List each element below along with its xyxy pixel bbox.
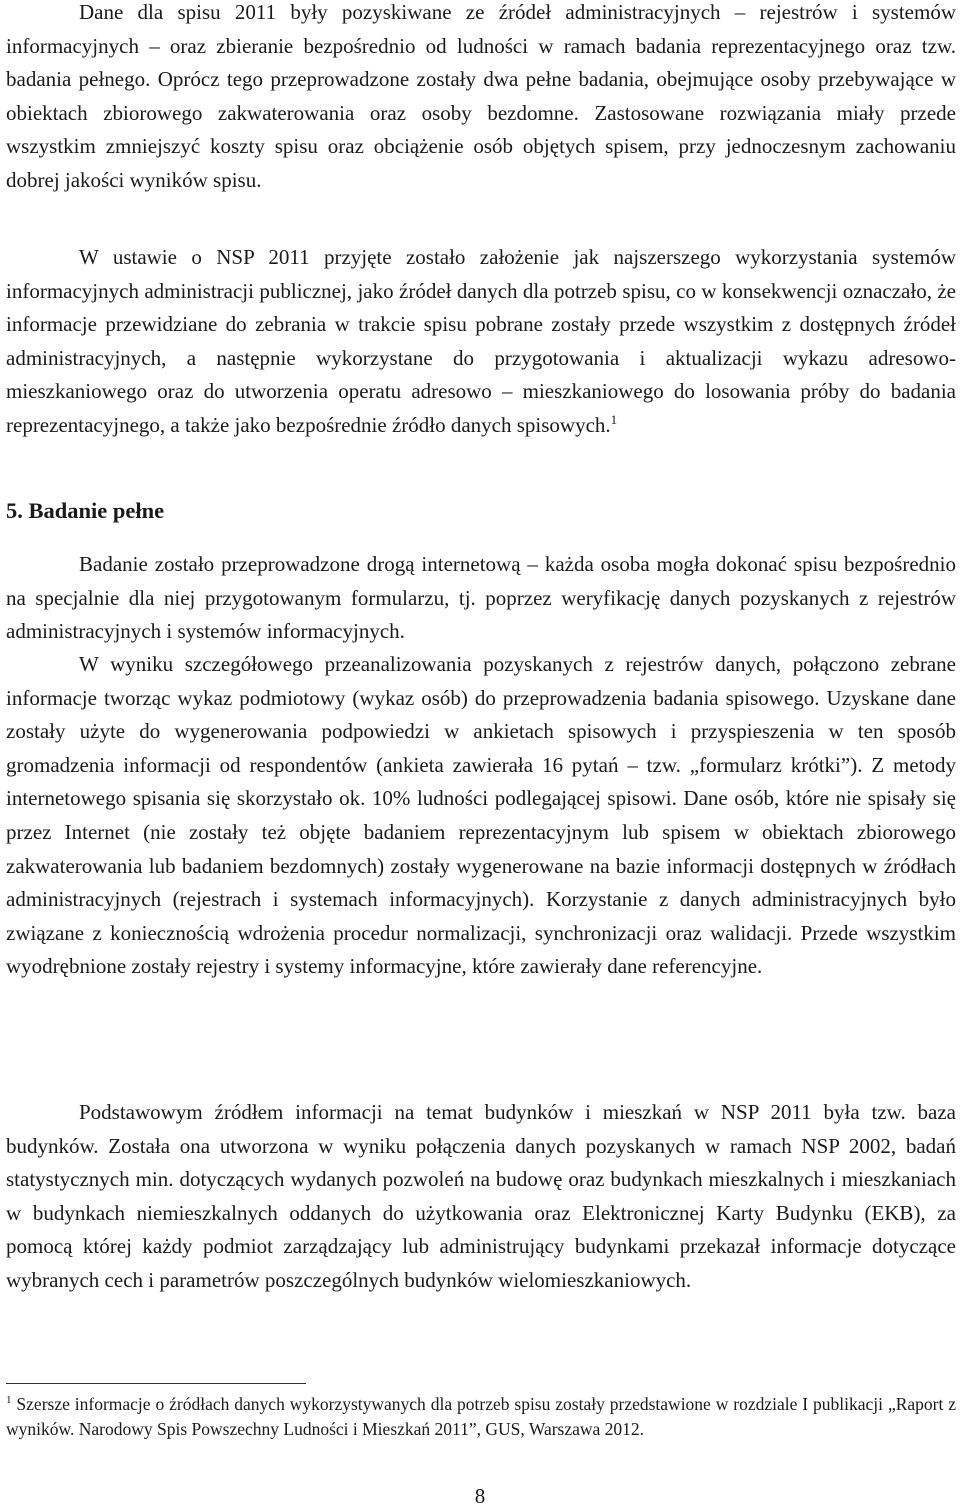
footnote [6,1392,956,1441]
section-heading [6,494,164,527]
footnote-text: Szersze informacje o źródłach danych wykorzystywanych dla potrzeb spisu zostały przedstawione w rozdziale I publikacji „Raport z wyników. Narodowy Spis Powszechny Ludności i Mieszkań 2011”, GUS, Warszawa 2012. [6,1394,957,1439]
paragraph-nsp-law [6,241,956,443]
footnote-reference: 1 [610,411,618,427]
paragraph-internet-survey: Badanie zostało przeprowadzone drogą internetową – każda osoba mogła dokonać spisu bezpośrednio na specjalnie dla niej przygotowanym formularzu, tj. poprzez weryfikację danych pozyskanych z rejestrów administracyjnych i systemów informacyjnych. [6,552,956,644]
section-number: 5. [6,498,23,523]
section-title: Badanie pełne [28,498,165,523]
paragraph-data-sources: Dane dla spisu 2011 były pozyskiwane ze źródeł administracyjnych – rejestrów i systemów informacyjnych – oraz zbieranie bezpośrednio od ludności w ramach badania reprezentacyjnego oraz tzw. badania pełnego. Oprócz tego przeprowadzone zostały dwa pełne badania, obejmujące osoby przebywające w obiektach zbiorowego zakwaterowania oraz osoby bezdomne. Zastosowane rozwiązania miały przede wszystkim zmniejszyć koszty spisu oraz obciążenie osób objętych spisem, przy jednoczesnym zachowaniu dobrej jakości wyników spisu. [6,0,956,192]
footnote-separator [6,1383,306,1384]
page-number: 8 [474,1484,486,1508]
paragraph-analysis: W wyniku szczegółowego przeanalizowania pozyskanych z rejestrów danych, połączono zebrane informacje tworząc wykaz podmiotowy (wykaz osób) do przeprowadzenia badania spisowego. Uzyskane dane zostały użyte do wygenerowania podpowiedzi w ankietach spisowych i przyspieszenia w ten sposób gromadzenia informacji od respondentów (ankieta zawierała 16 pytań – tzw. „formularz krótki”). Z metody internetowego spisania się skorzystało ok. 10% ludności podlegającej spisowi. Dane osób, które nie spisały się przez Internet (nie zostały też objęte badaniem reprezentacyjnym lub spisem w obiektach zbiorowego zakwaterowania lub badaniem bezdomnych) zostały wygenerowane na bazie informacji dostępnych w źródłach administracyjnych (rejestrach i systemach informacyjnych). Korzystanie z danych administracyjnych było związane z koniecznością wdrożenia procedur normalizacji, synchronizacji oraz walidacji. Przede wszystkim wyodrębnione zostały rejestry i systemy informacyjne, które zawierały dane referencyjne. [6,652,956,979]
paragraph-nsp-law-text: W ustawie o NSP 2011 przyjęte zostało założenie jak najszerszego wykorzystania systemów informacyjnych administracji publicznej, jako źródeł danych dla potrzeb spisu, co w konsekwencji oznaczało, że informacje przewidziane do zebrania w trakcie spisu pobrane zostały przede wszystkim z dostępnych źródeł administracyjnych, a następnie wykorzystane do przygotowania i aktualizacji wykazu adresowo-mieszkaniowego oraz do utworzenia operatu adresowo – mieszkaniowego do losowania próby do badania reprezentacyjnego, a także jako bezpośrednie źródło danych spisowych. [6,245,956,437]
footnote-marker: 1 [6,1394,12,1407]
paragraph-building-base: Podstawowym źródłem informacji na temat budynków i mieszkań w NSP 2011 była tzw. baza budynków. Została ona utworzona w wyniku połączenia danych pozyskanych w ramach NSP 2002, badań statystycznych min. dotyczących wydanych pozwoleń na budowę oraz budynkach mieszkalnych i mieszkaniach w budynkach niemieszkalnych oddanych do użytkowania oraz Elektronicznej Karty Budynku (EKB), za pomocą której każdy podmiot zarządzający lub administrujący budynkami przekazał informacje dotyczące wybranych cech i parametrów poszczególnych budynków wielomieszkaniowych. [6,1100,956,1292]
